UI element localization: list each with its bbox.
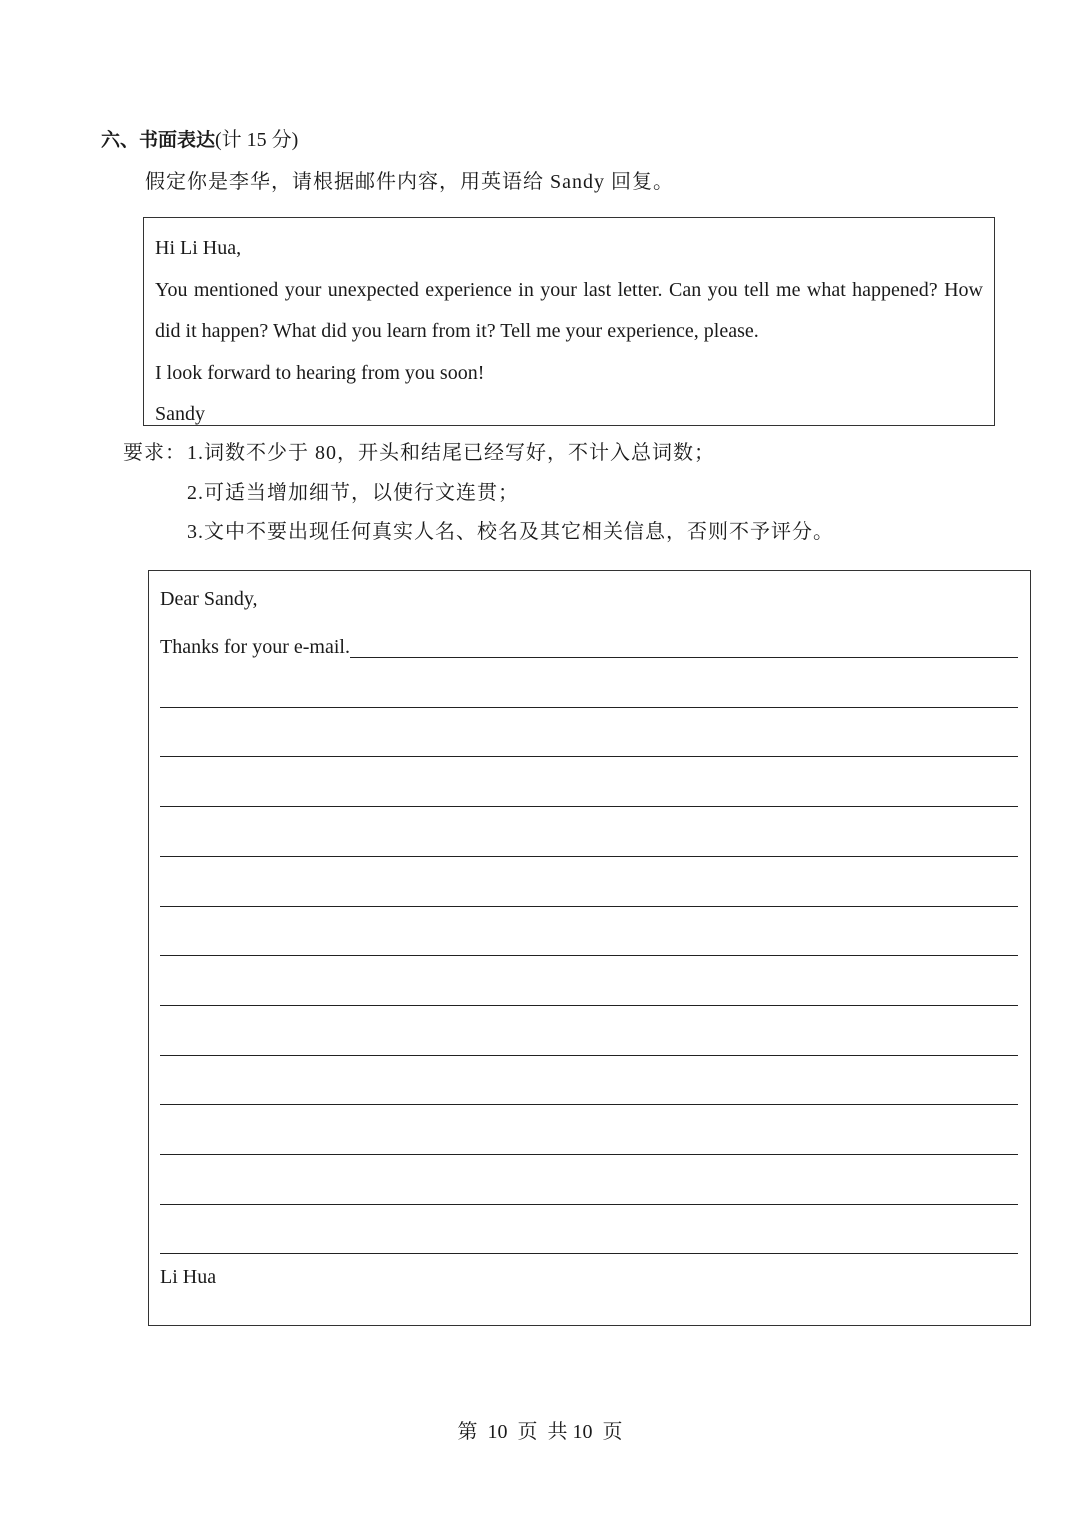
section-score: (计 15 分) (215, 129, 299, 151)
writing-line (160, 806, 1018, 807)
writing-line (160, 1055, 1018, 1056)
writing-line (160, 1154, 1018, 1155)
writing-line (160, 1204, 1018, 1205)
requirement-text: 1.词数不少于 80，开头和结尾已经写好，不计入总词数； (187, 442, 715, 464)
task-instruction: 假定你是李华，请根据邮件内容，用英语给 Sandy 回复。 (145, 171, 674, 193)
requirement-text: 3.文中不要出现任何真实人名、校名及其它相关信息，否则不予评分。 (187, 521, 834, 543)
writing-line (160, 1104, 1018, 1105)
answer-signature: Li Hua (160, 1266, 217, 1288)
email-signature: Sandy (155, 403, 205, 425)
email-greeting: Hi Li Hua, (155, 237, 242, 259)
requirements-label: 要求： (123, 442, 186, 464)
writing-line (160, 1005, 1018, 1006)
writing-line (160, 955, 1018, 956)
writing-line (160, 1253, 1018, 1254)
requirement-item (123, 474, 834, 514)
email-prompt-box (143, 217, 995, 426)
answer-writing-box (148, 570, 1031, 1326)
email-body: You mentioned your unexpected experience in your last letter. Can you tell me what happened? How did it happen? What did you learn from it? Tell me your experience, please. (155, 278, 983, 342)
email-closing: I look forward to hearing from you soon! (155, 361, 485, 384)
writing-line (160, 906, 1018, 907)
writing-line (160, 707, 1018, 708)
answer-greeting: Dear Sandy, (160, 588, 258, 610)
section-title: 六、书面表达 (101, 129, 216, 151)
requirement-text: 2.可适当增加细节，以使行文连贯； (187, 481, 519, 504)
requirement-item (123, 513, 834, 553)
answer-opening: Thanks for your e-mail. (160, 631, 350, 663)
requirement-item (123, 434, 834, 474)
page-footer: 第 10 页 共 10 页 (457, 1421, 623, 1443)
section-heading (101, 124, 298, 156)
writing-line (160, 756, 1018, 757)
requirements-list (123, 434, 834, 553)
writing-line (160, 856, 1018, 857)
